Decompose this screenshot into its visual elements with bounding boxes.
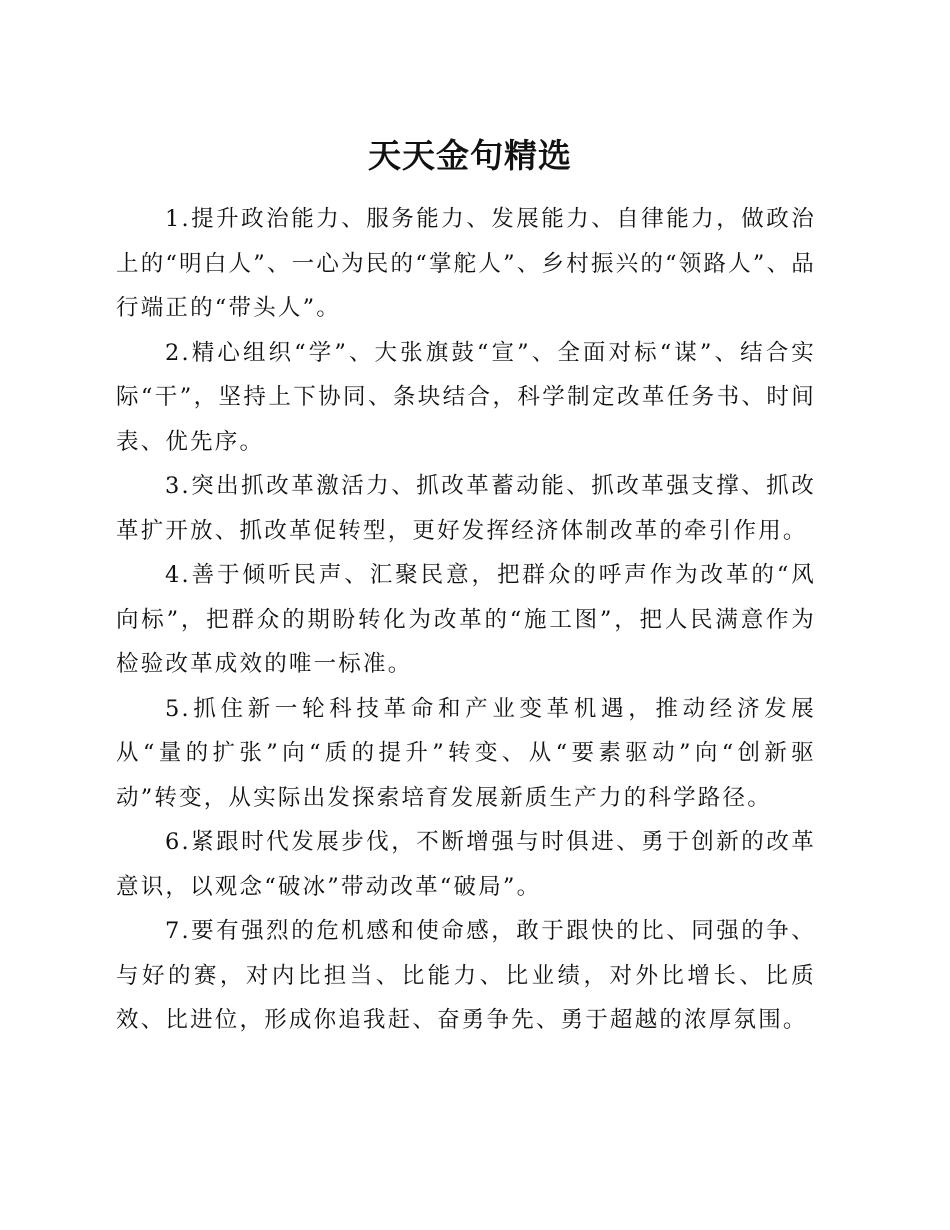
paragraph-1: 1.提升政治能力、服务能力、发展能力、自律能力，做政治上的“明白人”、一心为民的“掌舵人”、乡村振兴的“领路人”、品行端正的“带头人”。 bbox=[116, 206, 816, 321]
paragraph-2: 2.精心组织“学”、大张旗鼓“宣”、全面对标“谋”、结合实际“干”，坚持上下协同、条块结合，科学制定改革任务书、时间表、优先序。 bbox=[116, 339, 816, 455]
document-title: 天天金句精选 bbox=[368, 136, 572, 175]
paragraph-4: 4.善于倾听民声、汇聚民意，把群众的呼声作为改革的“风向标”，把群众的期盼转化为改革的“施工图”，把人民满意作为检验改革成效的唯一标准。 bbox=[116, 562, 816, 677]
paragraph-7: 7.要有强烈的危机感和使命感，敢于跟快的比、同强的争、与好的赛，对内比担当、比能力、比业绩，对外比增长、比质效、比进位，形成你追我赶、奋勇争先、勇于超越的浓厚氛围。 bbox=[116, 918, 816, 1033]
document-body bbox=[116, 197, 816, 1043]
paragraph-3: 3.突出抓改革激活力、抓改革蓄动能、抓改革强支撑、抓改革扩开放、抓改革促转型，更好发挥经济体制改革的牵引作用。 bbox=[116, 473, 816, 544]
paragraph-6: 6.紧跟时代发展步伐，不断增强与时俱进、勇于创新的改革意识，以观念“破冰”带动改革“破局”。 bbox=[116, 829, 816, 900]
paragraph-5: 5.抓住新一轮科技革命和产业变革机遇，推动经济发展从“量的扩张”向“质的提升”转变、从“要素驱动”向“创新驱动”转变，从实际出发探索培育发展新质生产力的科学路径。 bbox=[116, 695, 816, 811]
